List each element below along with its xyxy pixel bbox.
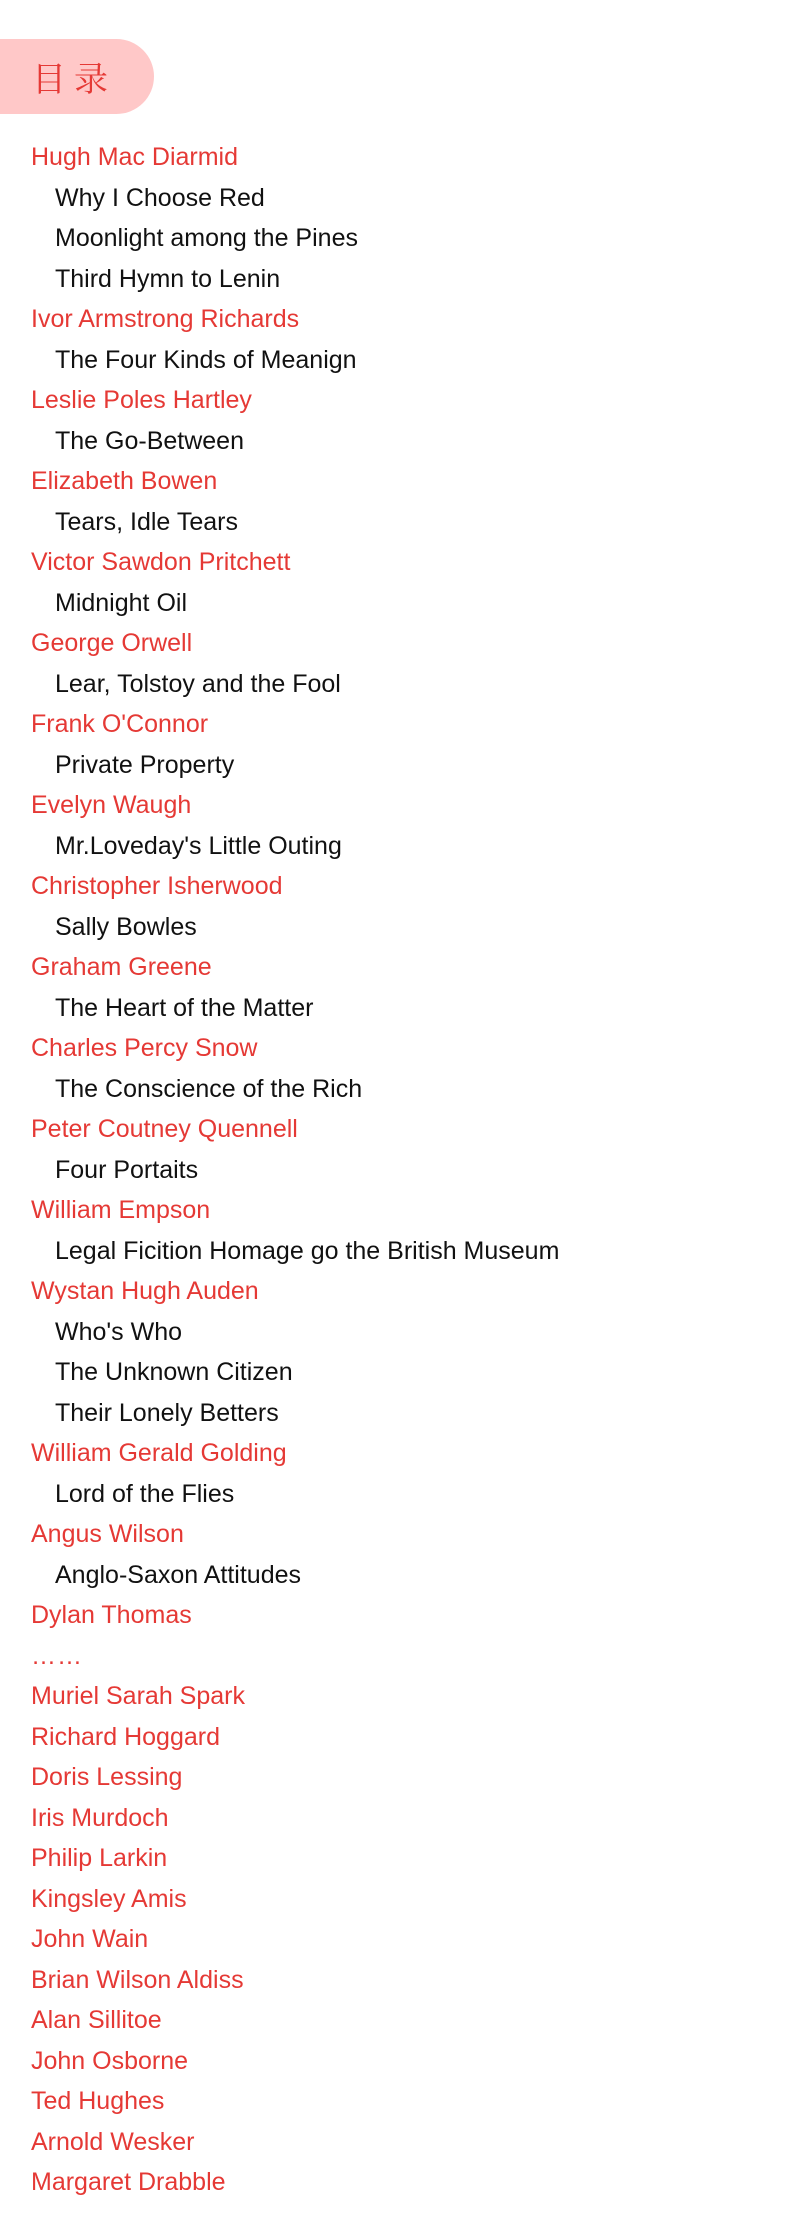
toc-author-link[interactable]: Evelyn Waugh	[31, 791, 192, 819]
toc-author-link[interactable]: Christopher Isherwood	[31, 872, 283, 900]
contents-title: 目录	[32, 60, 116, 100]
toc-author-link[interactable]: Brian Wilson Aldiss	[31, 1965, 244, 1994]
toc-work-link[interactable]: Midnight Oil	[55, 588, 187, 617]
toc-author-link[interactable]: Arnold Wesker	[31, 2127, 195, 2156]
toc-author-link[interactable]: Hugh Mac Diarmid	[31, 143, 239, 171]
toc-author-link[interactable]: Frank O'Connor	[31, 710, 209, 738]
toc-work-link[interactable]: Anglo-Saxon Attitudes	[55, 1560, 301, 1589]
toc-work-link[interactable]: The Four Kinds of Meanign	[55, 345, 357, 374]
toc-work-link[interactable]: Private Property	[55, 750, 235, 779]
toc-author-link[interactable]: William Empson	[31, 1196, 211, 1224]
toc-author-link[interactable]: Elizabeth Bowen	[31, 467, 218, 495]
toc-work-link[interactable]: The Unknown Citizen	[55, 1358, 293, 1386]
toc-author-link[interactable]: Philip Larkin	[31, 1844, 168, 1872]
toc-work-link[interactable]: Sally Bowles	[55, 912, 197, 941]
toc-author-link[interactable]: Dylan Thomas	[31, 1601, 192, 1629]
toc-author-link[interactable]: William Gerald Golding	[31, 1439, 287, 1467]
toc-author-link[interactable]: Victor Sawdon Pritchett	[31, 548, 291, 576]
toc-author-link[interactable]: Doris Lessing	[31, 1763, 183, 1791]
toc-author-link[interactable]: Peter Coutney Quennell	[31, 1115, 298, 1143]
contents-header-tab	[0, 39, 154, 114]
toc-author-link[interactable]: Margaret Drabble	[31, 2168, 226, 2196]
toc-author-link[interactable]: Wystan Hugh Auden	[31, 1277, 259, 1305]
table-of-contents	[0, 137, 790, 2203]
toc-author-link[interactable]: Richard Hoggard	[31, 1722, 220, 1751]
toc-work-link[interactable]: The Conscience of the Rich	[55, 1074, 363, 1103]
toc-author-link[interactable]: Ivor Armstrong Richards	[31, 305, 300, 333]
toc-author-link[interactable]: Muriel Sarah Spark	[31, 1682, 245, 1710]
toc-work-link[interactable]: Lord of the Flies	[55, 1479, 235, 1508]
toc-work-link[interactable]: Legal Ficition Homage go the British Museum	[55, 1236, 560, 1265]
toc-author-link[interactable]: John Wain	[31, 1925, 149, 1953]
toc-work-link[interactable]: Tears, Idle Tears	[55, 507, 238, 536]
toc-author-link[interactable]: Leslie Poles Hartley	[31, 386, 252, 414]
toc-work-link[interactable]: Why I Choose Red	[55, 183, 265, 212]
toc-author-link[interactable]: George Orwell	[31, 629, 193, 657]
toc-author-link[interactable]: Iris Murdoch	[31, 1803, 169, 1832]
toc-work-link[interactable]: Third Hymn to Lenin	[55, 264, 281, 293]
toc-author-link[interactable]: Graham Greene	[31, 953, 212, 981]
toc-work-link[interactable]: Four Portaits	[55, 1155, 199, 1184]
toc-author-link[interactable]: Angus Wilson	[31, 1520, 184, 1548]
toc-author-link[interactable]: Ted Hughes	[31, 2087, 165, 2115]
toc-work-link[interactable]: Their Lonely Betters	[55, 1398, 279, 1427]
toc-work-link[interactable]: Lear, Tolstoy and the Fool	[55, 669, 341, 698]
toc-work-link[interactable]: The Heart of the Matter	[55, 993, 314, 1022]
toc-ellipsis: ……	[31, 1641, 83, 1670]
toc-work-link[interactable]: Moonlight among the Pines	[55, 224, 358, 252]
toc-work-link[interactable]: The Go-Between	[55, 426, 244, 455]
toc-author-link[interactable]: John Osborne	[31, 2046, 189, 2075]
toc-author-link[interactable]: Charles Percy Snow	[31, 1034, 258, 1062]
toc-author-link[interactable]: Kingsley Amis	[31, 1884, 187, 1913]
toc-work-link[interactable]: Who's Who	[55, 1317, 183, 1346]
toc-work-link[interactable]: Mr.Loveday's Little Outing	[55, 831, 342, 860]
toc-author-link[interactable]: Alan Sillitoe	[31, 2006, 162, 2034]
